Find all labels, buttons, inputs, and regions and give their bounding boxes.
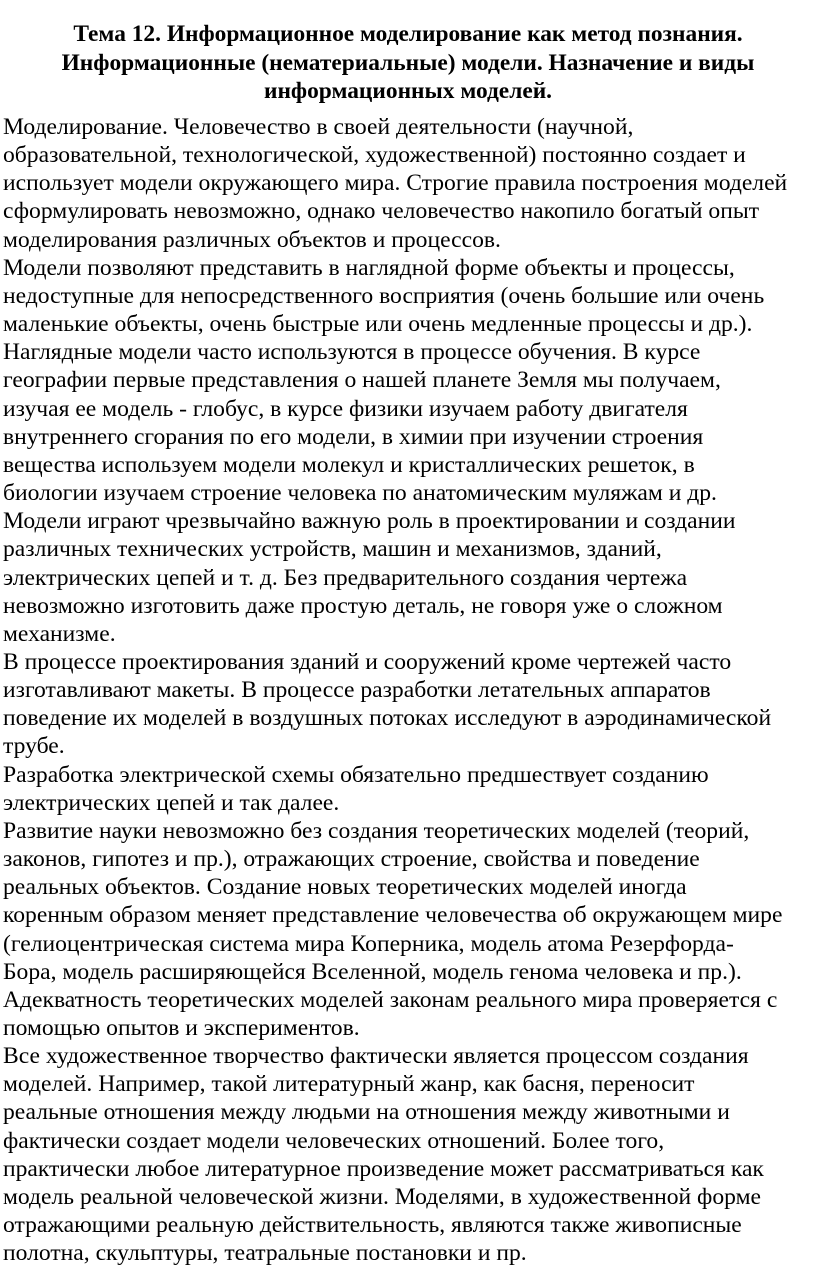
text-line: Бора, модель расширяющейся Вселенной, модель генома человека и пр.).	[3, 958, 742, 985]
text-line: электрических цепей и т. д. Без предварительного создания чертежа	[3, 564, 688, 591]
text-line: законов, гипотез и пр.), отражающих строение, свойства и поведение	[3, 846, 700, 873]
text-line: недоступные для непосредственного восприятия (очень большие или очень	[3, 282, 765, 309]
text-line: трубе.	[3, 733, 65, 760]
text-line: практически любое литературное произведение может рассматриваться как	[3, 1155, 764, 1182]
text-line: механизме.	[3, 620, 116, 647]
text-line: Моделирование. Человечество в своей деятельности (научной,	[3, 114, 634, 140]
text-line: полотна, скульптуры, театральные постановки и пр.	[3, 1240, 527, 1267]
text-line: различных технических устройств, машин и механизмов, зданий,	[3, 536, 662, 563]
text-line: отражающими реальную действительность, являются также живописные	[3, 1212, 742, 1239]
text-line: вещества используем модели молекул и кристаллических решеток, в	[3, 451, 695, 478]
title-line: Тема 12. Информационное моделирование как метод познания.	[73, 21, 743, 47]
body-text	[3, 113, 816, 1267]
text-line: поведение их моделей в воздушных потоках исследуют в аэродинамической	[3, 705, 772, 732]
text-line: фактически создает модели человеческих отношений. Более того,	[3, 1127, 665, 1154]
text-line: Развитие науки невозможно без создания теоретических моделей (теорий,	[3, 817, 750, 844]
text-line: В процессе проектирования зданий и сооружений кроме чертежей часто	[3, 648, 732, 675]
text-line: реальных объектов. Создание новых теоретических моделей иногда	[3, 874, 687, 901]
title-line: Информационные (нематериальные) модели. Назначение и виды	[61, 49, 755, 76]
text-line: биологии изучаем строение человека по анатомическим муляжам и др.	[3, 480, 717, 507]
text-line: Наглядные модели часто используются в процессе обучения. В курсе	[3, 339, 701, 366]
text-line: Модели позволяют представить в наглядной форме объекты и процессы,	[3, 254, 735, 281]
text-line: изготавливают макеты. В процессе разработки летательных аппаратов	[3, 677, 711, 704]
text-line: сформулировать невозможно, однако человечество накопило богатый опыт	[3, 198, 760, 225]
text-line: модель реальной человеческой жизни. Моделями, в художественной форме	[3, 1183, 761, 1210]
text-line: помощью опытов и экспериментов.	[3, 1015, 360, 1041]
text-line: изучая ее модель - глобус, в курсе физики изучаем работу двигателя	[3, 395, 688, 422]
text-line: маленькие объекты, очень быстрые или очень медленные процессы и др.).	[3, 311, 753, 338]
title-line: информационных моделей.	[263, 78, 553, 104]
text-line: Адекватность теоретических моделей законам реального мира проверяется с	[3, 986, 778, 1013]
text-line: внутреннего сгорания по его модели, в химии при изучении строения	[3, 423, 704, 450]
text-line: использует модели окружающего мира. Строгие правила построения моделей	[3, 170, 788, 197]
text-line: моделирования различных объектов и процессов.	[3, 226, 501, 253]
page-title	[10, 20, 806, 106]
text-line: невозможно изготовить даже простую деталь, не говоря уже о сложном	[3, 592, 723, 619]
text-line: образовательной, технологической, художественной) постоянно создает и	[3, 142, 746, 169]
text-line: реальные отношения между людьми на отношения между животными и	[3, 1099, 730, 1126]
text-line: электрических цепей и так далее.	[3, 789, 340, 816]
text-line: (гелиоцентрическая система мира Коперника, модель атома Резерфорда-	[3, 930, 734, 957]
text-line: Все художественное творчество фактически является процессом создания	[3, 1043, 749, 1070]
text-line: коренным образом меняет представление человечества об окружающем мире	[3, 902, 783, 929]
text-line: Модели играют чрезвычайно важную роль в проектировании и создании	[3, 508, 736, 535]
text-line: Разработка электрической схемы обязательно предшествует созданию	[3, 761, 709, 788]
text-line: географии первые представления о нашей планете Земля мы получаем,	[3, 367, 721, 394]
text-line: моделей. Например, такой литературный жанр, как басня, переносит	[3, 1071, 695, 1098]
